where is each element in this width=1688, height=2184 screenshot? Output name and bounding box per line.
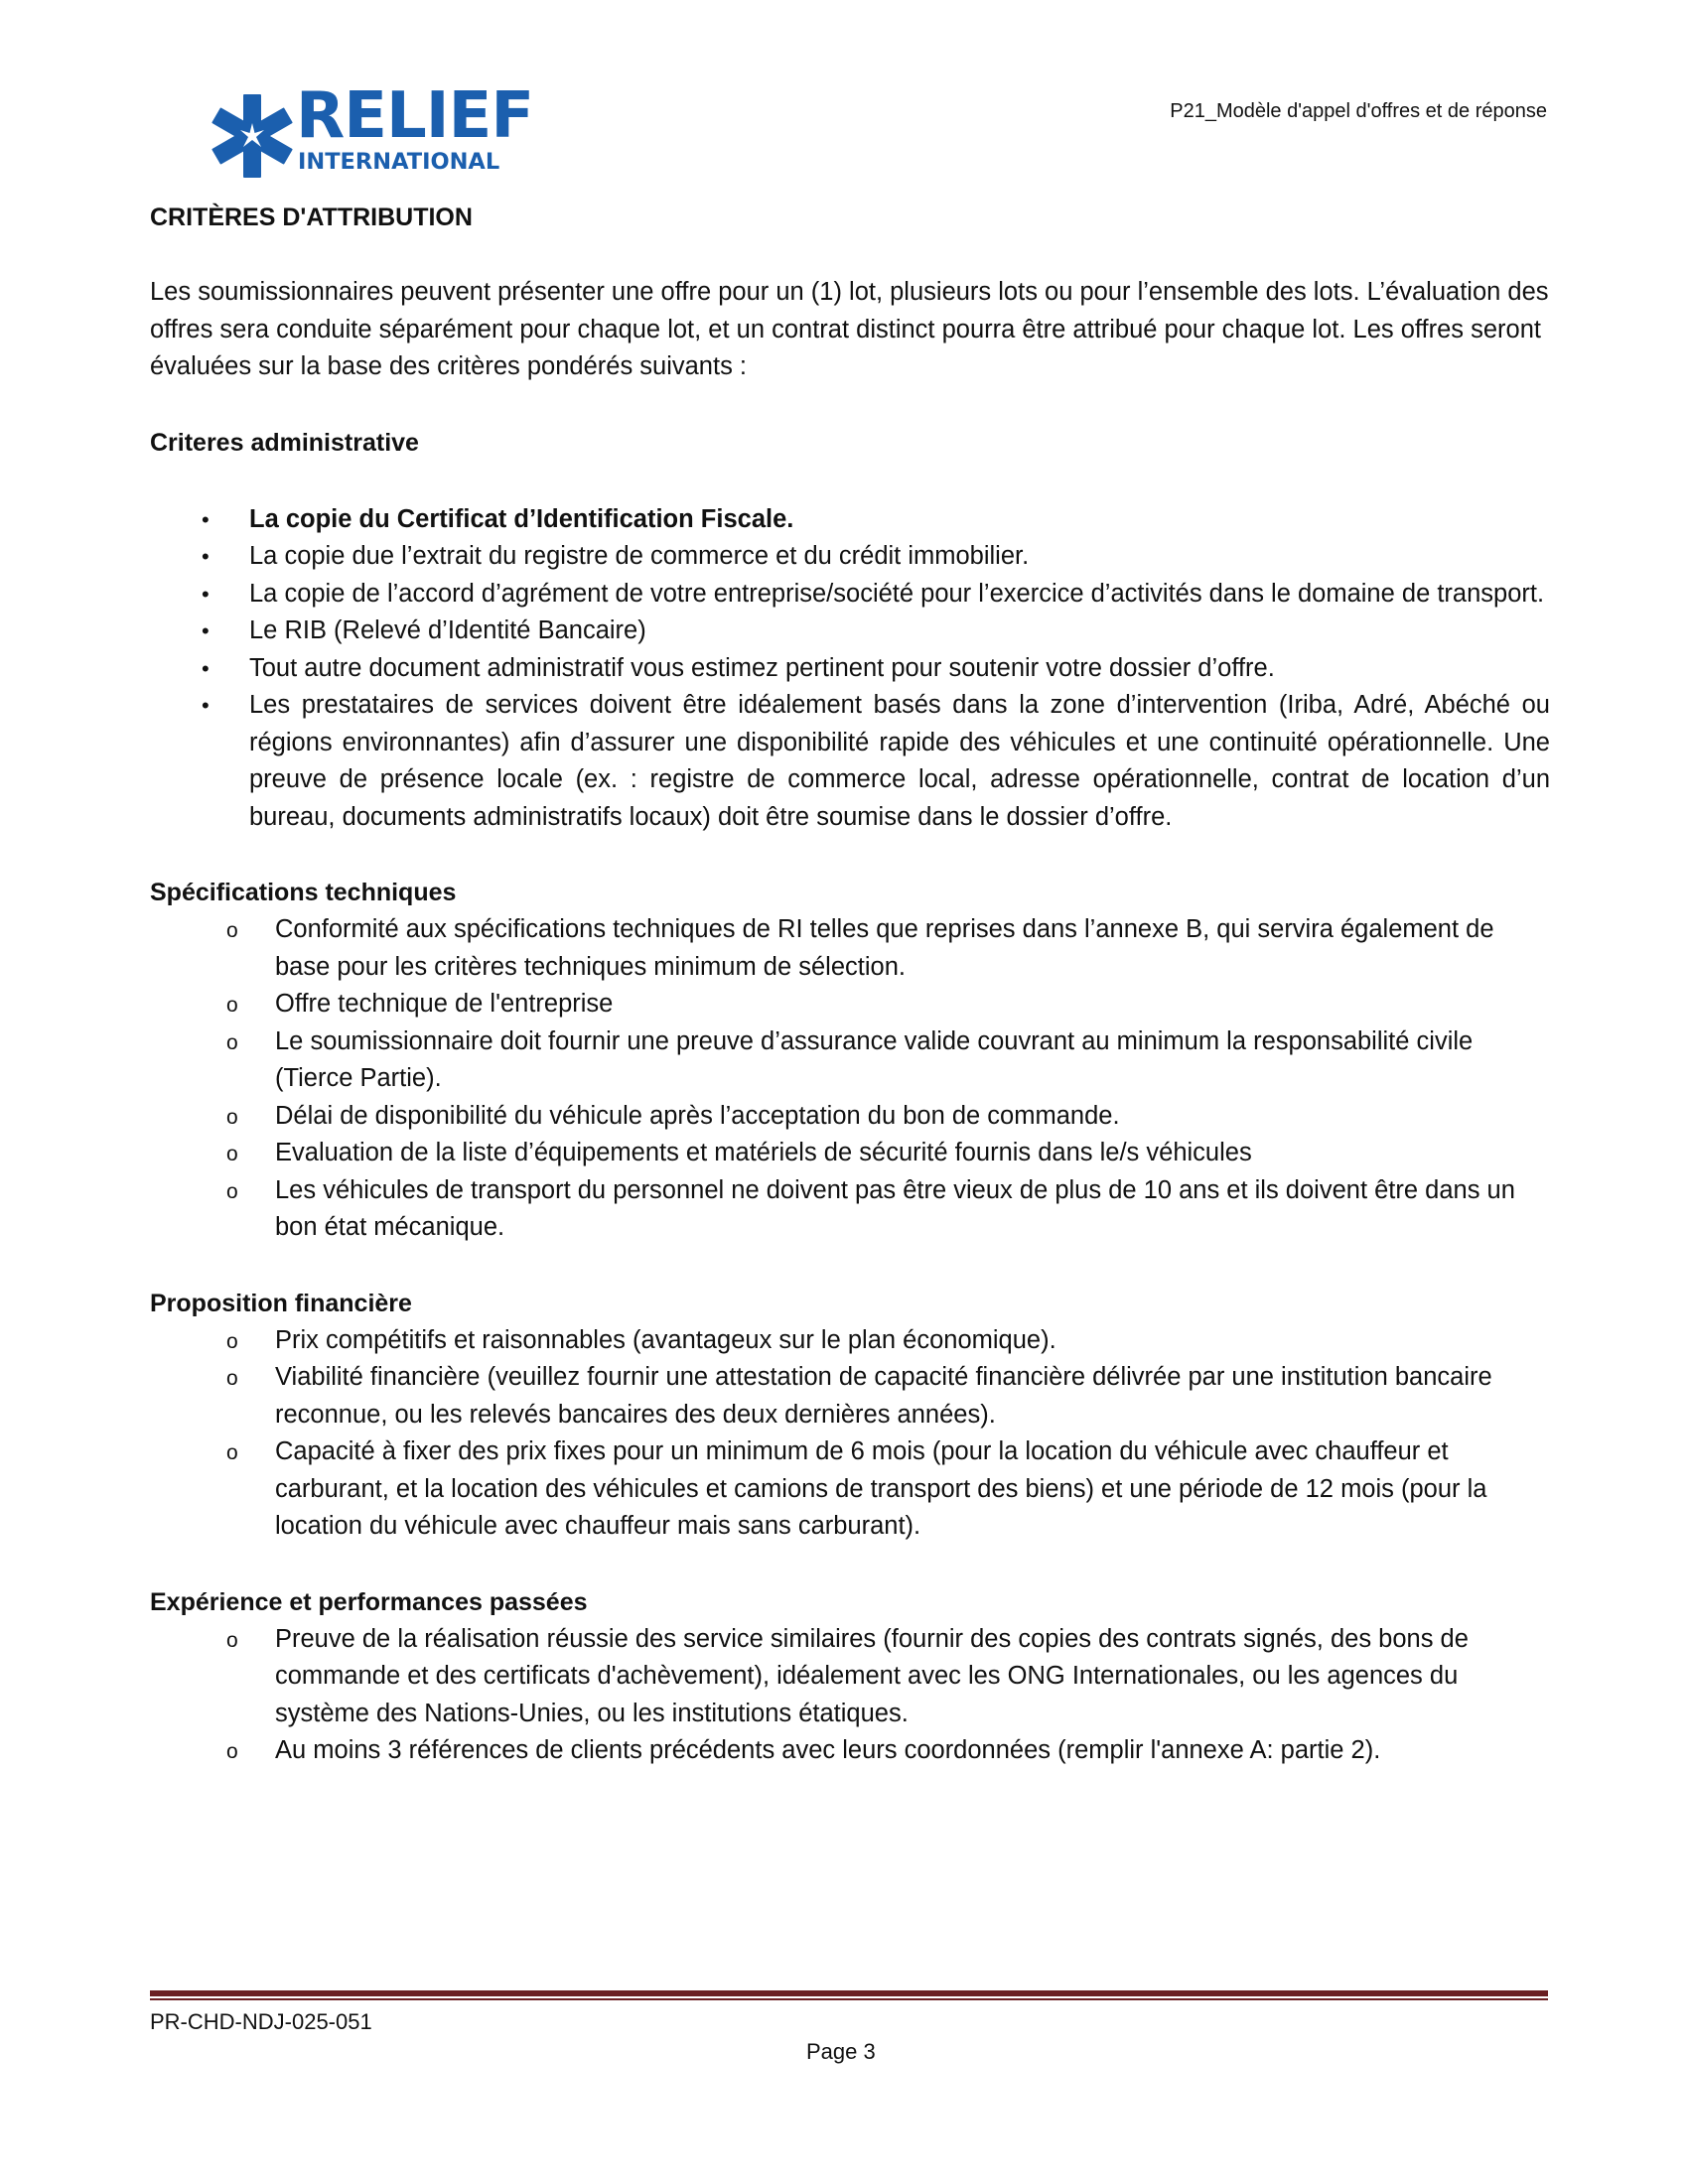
document-header-title: P21_Modèle d'appel d'offres et de réponse	[1170, 100, 1547, 122]
list-item: o Evaluation de la liste d’équipements et matériels de sécurité fournis dans le/s véhicules	[150, 1135, 1550, 1172]
list-item: • La copie du Certificat d’Identification Fiscale.	[150, 501, 1550, 539]
bullet-icon: •	[202, 581, 210, 607]
technical-criteria-list	[150, 911, 1550, 1247]
list-item: • La copie due l’extrait du registre de commerce et du crédit immobilier.	[150, 538, 1550, 576]
bullet-icon: •	[202, 693, 210, 718]
asterisk-star-icon	[211, 91, 294, 181]
list-item: o Capacité à fixer des prix fixes pour un minimum de 6 mois (pour la location du véhicule avec chauffeur et carburant, et la location des véhicules et camions de transport des biens) et une période de 12 mois (pour la location du véhicule avec chauffeur mais sans carburant).	[150, 1433, 1550, 1546]
section-heading-administrative: Criteres administrative	[150, 428, 419, 457]
bullet-icon: •	[202, 655, 210, 681]
document-body	[150, 199, 1550, 1770]
section-heading-technical: Spécifications techniques	[150, 879, 457, 906]
footer-divider	[150, 1990, 1548, 1996]
document-code: PR-CHD-NDJ-025-051	[150, 2009, 372, 2034]
circle-bullet-icon: o	[226, 1329, 238, 1353]
circle-bullet-icon: o	[226, 1179, 238, 1203]
circle-bullet-icon: o	[226, 1030, 238, 1054]
bullet-icon: •	[202, 544, 210, 569]
page-number: Page 3	[806, 2039, 876, 2064]
circle-bullet-icon: o	[226, 1441, 238, 1464]
list-item: o Viabilité financière (veuillez fournir une attestation de capacité financière délivrée par une institution bancaire reconnue, ou les relevés bancaires des deux dernières années).	[150, 1359, 1550, 1433]
list-item: o Les véhicules de transport du personnel ne doivent pas être vieux de plus de 10 ans et ils doivent être dans un bon état mécanique.	[150, 1172, 1550, 1247]
list-item: o Délai de disponibilité du véhicule après l’acceptation du bon de commande.	[150, 1098, 1550, 1136]
circle-bullet-icon: o	[226, 919, 238, 942]
list-item: • La copie de l’accord d’agrément de votre entreprise/société pour l’exercice d’activités dans le domaine de transport.	[150, 576, 1550, 614]
list-item: o Au moins 3 références de clients précédents avec leurs coordonnées (remplir l'annexe A: partie 2).	[150, 1732, 1550, 1770]
section-heading-financial: Proposition financière	[150, 1289, 412, 1317]
bullet-icon: •	[202, 618, 210, 643]
logo-subtitle: INTERNATIONAL	[298, 149, 500, 175]
circle-bullet-icon: o	[226, 1740, 238, 1763]
list-item: • Tout autre document administratif vous estimez pertinent pour soutenir votre dossier d’offre.	[150, 650, 1550, 688]
page-title: CRITÈRES D'ATTRIBUTION	[150, 204, 473, 231]
list-item: • Les prestataires de services doivent être idéalement basés dans la zone d’intervention (Iriba, Adré, Abéché ou régions environnantes) afin d’assurer une disponibilité rapide des véhicules et une continuité opérationnelle. Une preuve de présence locale (ex. : registre de commerce local, adresse opérationnelle, contrat de location d’un bureau, documents administratifs locaux) doit être soumise dans le dossier d’offre.	[150, 687, 1550, 836]
list-item: o Prix compétitifs et raisonnables (avantageux sur le plan économique).	[150, 1322, 1550, 1360]
circle-bullet-icon: o	[226, 1105, 238, 1129]
relief-international-logo	[211, 79, 534, 183]
experience-criteria-list	[150, 1621, 1550, 1770]
circle-bullet-icon: o	[226, 1367, 238, 1390]
circle-bullet-icon: o	[226, 1628, 238, 1652]
list-item: o Offre technique de l'entreprise	[150, 986, 1550, 1024]
administrative-criteria-list	[150, 501, 1550, 837]
footer-divider-thin	[150, 1998, 1548, 2000]
bullet-icon: •	[202, 506, 210, 532]
list-item: o Conformité aux spécifications techniques de RI telles que reprises dans l’annexe B, qui servira également de base pour les critères techniques minimum de sélection.	[150, 911, 1550, 986]
list-item: o Preuve de la réalisation réussie des service similaires (fournir des copies des contrats signés, des bons de commande et des certificats d'achèvement), idéalement avec les ONG Internationales, ou les agences du système des Nations-Unies, ou les institutions étatiques.	[150, 1621, 1550, 1733]
section-heading-experience: Expérience et performances passées	[150, 1587, 588, 1616]
circle-bullet-icon: o	[226, 1143, 238, 1165]
circle-bullet-icon: o	[226, 994, 238, 1017]
list-item: o Le soumissionnaire doit fournir une preuve d’assurance valide couvrant au minimum la responsabilité civile (Tierce Partie).	[150, 1024, 1550, 1098]
list-item: • Le RIB (Relevé d’Identité Bancaire)	[150, 613, 1550, 650]
intro-paragraph: Les soumissionnaires peuvent présenter une offre pour un (1) lot, plusieurs lots ou pour l’ensemble des lots. L’évaluation des offres sera conduite séparément pour chaque lot, et un contrat distinct pourra être attribué pour chaque lot. Les offres seront évaluées sur la base des critères pondérés suivants :	[150, 278, 1549, 380]
logo-wordmark: RELIEF	[296, 79, 534, 153]
financial-criteria-list	[150, 1322, 1550, 1546]
